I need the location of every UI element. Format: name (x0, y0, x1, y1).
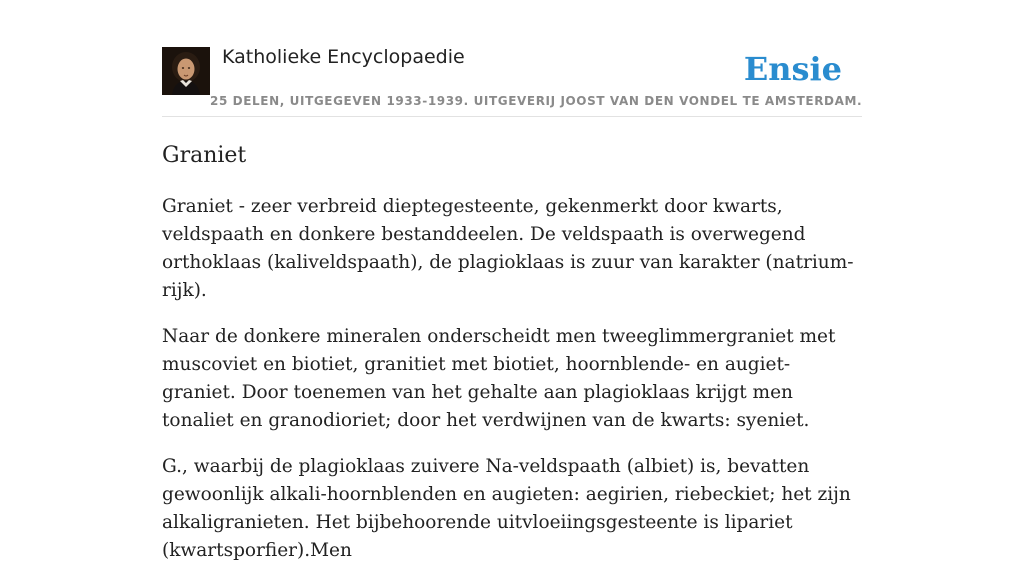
page (162, 0, 862, 565)
publication-header (162, 0, 862, 117)
publication-subtitle: 25 DELEN, UITGEGEVEN 1933-1939. UITGEVERIJ JOOST VAN DEN VONDEL TE AMSTERDAM. (210, 94, 863, 108)
article-paragraph: Naar de donkere mineralen onderscheidt men tweeglimmergraniet met muscoviet en biotiet, granitiet met biotiet, hoornblende- en augiet-graniet. Door toenemen van het gehalte aan plagioklaas krijgt men tonaliet en granodioriet; door het verdwijnen van de kwarts: syeniet. (162, 326, 836, 431)
ensie-logo-link[interactable]: Ensie (743, 50, 842, 88)
article-paragraph: Graniet - zeer verbreid dieptegesteente, gekenmerkt door kwarts, veldspaath en donkere bestanddeelen. De veldspaath is overwegend orthoklaas (kaliveldspaath), de plagioklaas is zuur van karakter (natrium-rijk). (162, 196, 854, 301)
portrait-avatar-icon (162, 47, 210, 95)
entry-title: Graniet (162, 143, 247, 168)
publication-title[interactable]: Katholieke Encyclopaedie (222, 46, 465, 68)
publication-avatar[interactable] (162, 47, 210, 95)
article-paragraph: G., waarbij de plagioklaas zuivere Na-veldspaath (albiet) is, bevatten gewoonlijk alkali-hoornblenden en augieten: aegirien, riebeckiet; het zijn alkaligranieten. Het bijbehoorende uitvloeiingsgesteente is lipariet (kwartsporfier).Men (162, 456, 851, 561)
